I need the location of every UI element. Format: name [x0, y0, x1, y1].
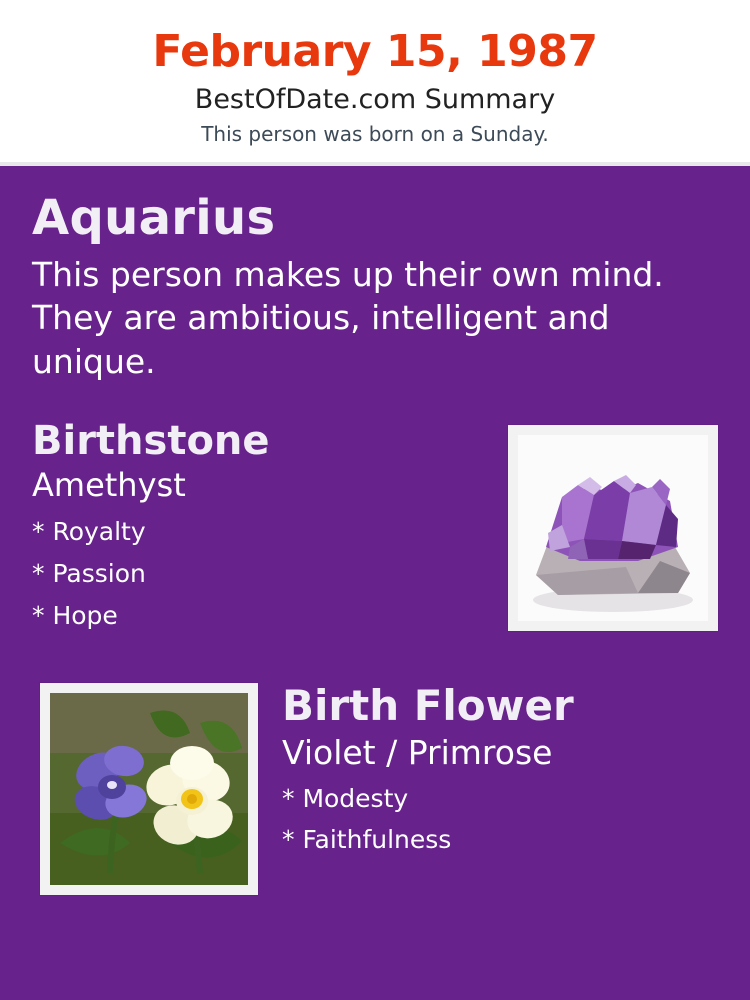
birthstone-title: Birthstone: [32, 418, 270, 465]
birthflower-name: Violet / Primrose: [282, 732, 553, 772]
zodiac-section: [32, 189, 718, 383]
violet-primrose-photo: [50, 693, 248, 885]
birthstone-section: [32, 419, 718, 649]
zodiac-sign-title: Aquarius: [32, 189, 276, 246]
amethyst-crystal-photo: [518, 435, 708, 621]
birthflower-trait: * Faithfulness: [282, 824, 452, 854]
birthflower-photo-frame: [40, 683, 258, 895]
birthstone-trait: * Hope: [32, 601, 118, 631]
birthflower-trait: * Modesty: [282, 783, 409, 813]
card-header: [0, 0, 750, 166]
site-name: BestOfDate.com Summary: [194, 83, 556, 115]
details-panel: [0, 166, 750, 1000]
page-title: February 15, 1987: [152, 26, 598, 77]
birthstone-text: [32, 419, 462, 631]
birthflower-title: Birth Flower: [282, 681, 574, 731]
birth-day-note: This person was born on a Sunday.: [201, 121, 549, 146]
flower-illustration: [50, 693, 248, 885]
birthflower-text: [282, 683, 718, 854]
birthstone-photo-frame: [508, 425, 718, 631]
birthstone-trait: * Royalty: [32, 517, 146, 547]
birthstone-trait: * Passion: [32, 559, 146, 589]
zodiac-description: This person makes up their own mind. They are ambitious, intelligent and unique.: [32, 254, 664, 381]
birthflower-section: [32, 683, 718, 903]
amethyst-illustration: [518, 435, 708, 621]
birthstone-name: Amethyst: [32, 466, 186, 505]
